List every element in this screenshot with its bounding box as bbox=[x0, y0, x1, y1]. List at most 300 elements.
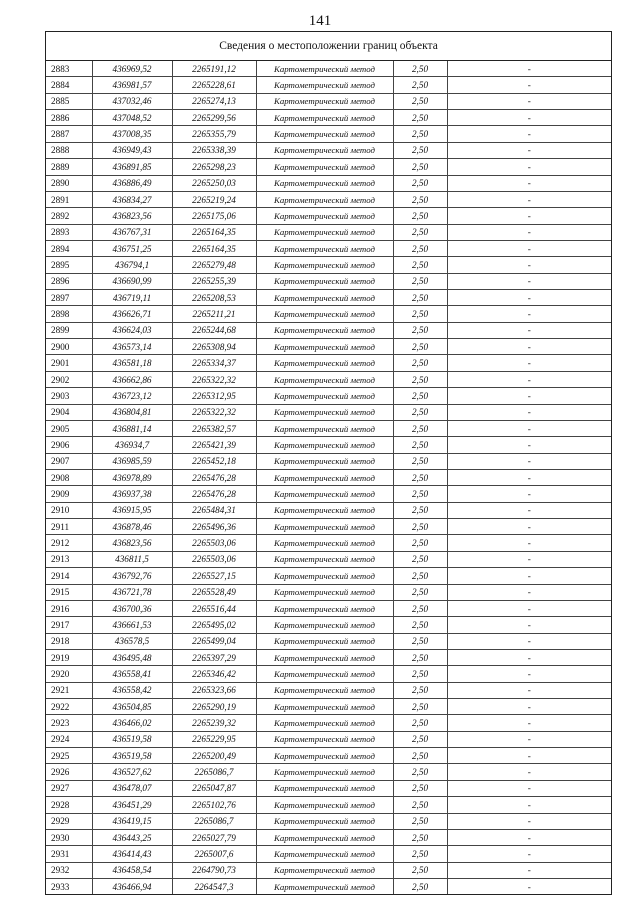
coord-x-cell: 436886,49 bbox=[92, 175, 172, 191]
method-cell: Картометрический метод bbox=[256, 371, 393, 387]
note-cell: - bbox=[447, 469, 611, 485]
page-number: 141 bbox=[308, 13, 332, 29]
note-cell: - bbox=[447, 159, 611, 175]
method-cell: Картометрический метод bbox=[256, 813, 393, 829]
table-row bbox=[46, 93, 611, 109]
method-cell: Картометрический метод bbox=[256, 535, 393, 551]
point-number-cell: 2929 bbox=[46, 813, 92, 829]
note-cell: - bbox=[447, 420, 611, 436]
coord-x-cell: 436792,76 bbox=[92, 568, 172, 584]
coord-x-cell: 436458,54 bbox=[92, 862, 172, 878]
coord-y-cell: 2265102,76 bbox=[172, 797, 256, 813]
table-row bbox=[46, 846, 611, 862]
note-cell: - bbox=[447, 77, 611, 93]
table-row bbox=[46, 731, 611, 747]
table-row bbox=[46, 780, 611, 796]
coord-x-cell: 436700,36 bbox=[92, 600, 172, 616]
coord-x-cell: 436794,1 bbox=[92, 257, 172, 273]
coord-y-cell: 2265164,35 bbox=[172, 240, 256, 256]
table-row bbox=[46, 339, 611, 355]
note-cell: - bbox=[447, 748, 611, 764]
table-row bbox=[46, 862, 611, 878]
coord-x-cell: 436519,58 bbox=[92, 748, 172, 764]
note-cell: - bbox=[447, 371, 611, 387]
accuracy-cell: 2,50 bbox=[393, 77, 447, 93]
accuracy-cell: 2,50 bbox=[393, 469, 447, 485]
coord-x-cell: 436624,03 bbox=[92, 322, 172, 338]
table-row bbox=[46, 404, 611, 420]
method-cell: Картометрический метод bbox=[256, 159, 393, 175]
accuracy-cell: 2,50 bbox=[393, 339, 447, 355]
coord-x-cell: 436690,99 bbox=[92, 273, 172, 289]
note-cell: - bbox=[447, 764, 611, 780]
point-number-cell: 2900 bbox=[46, 339, 92, 355]
point-number-cell: 2892 bbox=[46, 208, 92, 224]
table-row bbox=[46, 551, 611, 567]
coord-y-cell: 2265027,79 bbox=[172, 829, 256, 845]
coord-y-cell: 2265308,94 bbox=[172, 339, 256, 355]
coord-y-cell: 2265397,29 bbox=[172, 649, 256, 665]
table-row bbox=[46, 682, 611, 698]
method-cell: Картометрический метод bbox=[256, 764, 393, 780]
accuracy-cell: 2,50 bbox=[393, 273, 447, 289]
table-row bbox=[46, 829, 611, 845]
point-number-cell: 2893 bbox=[46, 224, 92, 240]
method-cell: Картометрический метод bbox=[256, 208, 393, 224]
coord-x-cell: 436466,02 bbox=[92, 715, 172, 731]
accuracy-cell: 2,50 bbox=[393, 159, 447, 175]
point-number-cell: 2883 bbox=[46, 61, 92, 77]
coord-x-cell: 436723,12 bbox=[92, 388, 172, 404]
method-cell: Картометрический метод bbox=[256, 404, 393, 420]
coord-y-cell: 2265164,35 bbox=[172, 224, 256, 240]
accuracy-cell: 2,50 bbox=[393, 748, 447, 764]
coord-x-cell: 436981,57 bbox=[92, 77, 172, 93]
accuracy-cell: 2,50 bbox=[393, 699, 447, 715]
note-cell: - bbox=[447, 829, 611, 845]
note-cell: - bbox=[447, 453, 611, 469]
coordinates-table bbox=[46, 61, 611, 894]
method-cell: Картометрический метод bbox=[256, 77, 393, 93]
accuracy-cell: 2,50 bbox=[393, 568, 447, 584]
method-cell: Картометрический метод bbox=[256, 175, 393, 191]
note-cell: - bbox=[447, 502, 611, 518]
note-cell: - bbox=[447, 617, 611, 633]
coord-x-cell: 436949,43 bbox=[92, 142, 172, 158]
note-cell: - bbox=[447, 699, 611, 715]
note-cell: - bbox=[447, 437, 611, 453]
note-cell: - bbox=[447, 731, 611, 747]
point-number-cell: 2932 bbox=[46, 862, 92, 878]
coord-y-cell: 2265382,57 bbox=[172, 420, 256, 436]
accuracy-cell: 2,50 bbox=[393, 878, 447, 894]
coord-x-cell: 436478,07 bbox=[92, 780, 172, 796]
note-cell: - bbox=[447, 110, 611, 126]
point-number-cell: 2898 bbox=[46, 306, 92, 322]
point-number-cell: 2899 bbox=[46, 322, 92, 338]
note-cell: - bbox=[447, 568, 611, 584]
table-row bbox=[46, 290, 611, 306]
coord-x-cell: 436578,5 bbox=[92, 633, 172, 649]
method-cell: Картометрический метод bbox=[256, 126, 393, 142]
coord-y-cell: 2265355,79 bbox=[172, 126, 256, 142]
coord-x-cell: 436443,25 bbox=[92, 829, 172, 845]
coord-x-cell: 436527,62 bbox=[92, 764, 172, 780]
coord-y-cell: 2265421,39 bbox=[172, 437, 256, 453]
method-cell: Картометрический метод bbox=[256, 469, 393, 485]
accuracy-cell: 2,50 bbox=[393, 551, 447, 567]
coord-x-cell: 436661,53 bbox=[92, 617, 172, 633]
coord-y-cell: 2265244,68 bbox=[172, 322, 256, 338]
accuracy-cell: 2,50 bbox=[393, 715, 447, 731]
point-number-cell: 2888 bbox=[46, 142, 92, 158]
accuracy-cell: 2,50 bbox=[393, 731, 447, 747]
coord-x-cell: 436414,43 bbox=[92, 846, 172, 862]
note-cell: - bbox=[447, 535, 611, 551]
accuracy-cell: 2,50 bbox=[393, 600, 447, 616]
method-cell: Картометрический метод bbox=[256, 224, 393, 240]
method-cell: Картометрический метод bbox=[256, 551, 393, 567]
table-row bbox=[46, 878, 611, 894]
coord-x-cell: 436558,42 bbox=[92, 682, 172, 698]
method-cell: Картометрический метод bbox=[256, 290, 393, 306]
coord-y-cell: 2264790,73 bbox=[172, 862, 256, 878]
accuracy-cell: 2,50 bbox=[393, 486, 447, 502]
point-number-cell: 2907 bbox=[46, 453, 92, 469]
coord-x-cell: 437008,35 bbox=[92, 126, 172, 142]
accuracy-cell: 2,50 bbox=[393, 322, 447, 338]
point-number-cell: 2920 bbox=[46, 666, 92, 682]
accuracy-cell: 2,50 bbox=[393, 846, 447, 862]
coord-x-cell: 436719,11 bbox=[92, 290, 172, 306]
method-cell: Картометрический метод bbox=[256, 93, 393, 109]
accuracy-cell: 2,50 bbox=[393, 862, 447, 878]
table-row bbox=[46, 584, 611, 600]
coord-x-cell: 436466,94 bbox=[92, 878, 172, 894]
coord-x-cell: 436811,5 bbox=[92, 551, 172, 567]
table-row bbox=[46, 77, 611, 93]
note-cell: - bbox=[447, 175, 611, 191]
coord-x-cell: 436573,14 bbox=[92, 339, 172, 355]
table-row bbox=[46, 61, 611, 77]
coord-y-cell: 2265496,36 bbox=[172, 519, 256, 535]
accuracy-cell: 2,50 bbox=[393, 649, 447, 665]
note-cell: - bbox=[447, 862, 611, 878]
point-number-cell: 2903 bbox=[46, 388, 92, 404]
coord-y-cell: 2265527,15 bbox=[172, 568, 256, 584]
method-cell: Картометрический метод bbox=[256, 568, 393, 584]
table-row bbox=[46, 699, 611, 715]
method-cell: Картометрический метод bbox=[256, 110, 393, 126]
coord-x-cell: 436504,85 bbox=[92, 699, 172, 715]
coord-x-cell: 436626,71 bbox=[92, 306, 172, 322]
method-cell: Картометрический метод bbox=[256, 797, 393, 813]
coord-y-cell: 2265499,04 bbox=[172, 633, 256, 649]
coord-x-cell: 436934,7 bbox=[92, 437, 172, 453]
coord-y-cell: 2265086,7 bbox=[172, 764, 256, 780]
coord-x-cell: 436451,29 bbox=[92, 797, 172, 813]
table-row bbox=[46, 110, 611, 126]
note-cell: - bbox=[447, 273, 611, 289]
coord-y-cell: 2265175,06 bbox=[172, 208, 256, 224]
method-cell: Картометрический метод bbox=[256, 846, 393, 862]
method-cell: Картометрический метод bbox=[256, 437, 393, 453]
coord-y-cell: 2265208,53 bbox=[172, 290, 256, 306]
coord-y-cell: 2265250,03 bbox=[172, 175, 256, 191]
point-number-cell: 2927 bbox=[46, 780, 92, 796]
note-cell: - bbox=[447, 797, 611, 813]
table-row bbox=[46, 568, 611, 584]
coord-x-cell: 436804,81 bbox=[92, 404, 172, 420]
method-cell: Картометрический метод bbox=[256, 306, 393, 322]
method-cell: Картометрический метод bbox=[256, 519, 393, 535]
coord-y-cell: 2265047,87 bbox=[172, 780, 256, 796]
method-cell: Картометрический метод bbox=[256, 584, 393, 600]
coord-y-cell: 2265211,21 bbox=[172, 306, 256, 322]
note-cell: - bbox=[447, 208, 611, 224]
coord-x-cell: 437048,52 bbox=[92, 110, 172, 126]
method-cell: Картометрический метод bbox=[256, 649, 393, 665]
method-cell: Картометрический метод bbox=[256, 715, 393, 731]
method-cell: Картометрический метод bbox=[256, 878, 393, 894]
coord-y-cell: 2265229,95 bbox=[172, 731, 256, 747]
accuracy-cell: 2,50 bbox=[393, 290, 447, 306]
coord-x-cell: 436978,89 bbox=[92, 469, 172, 485]
note-cell: - bbox=[447, 322, 611, 338]
accuracy-cell: 2,50 bbox=[393, 240, 447, 256]
coord-y-cell: 2265255,39 bbox=[172, 273, 256, 289]
point-number-cell: 2921 bbox=[46, 682, 92, 698]
point-number-cell: 2896 bbox=[46, 273, 92, 289]
note-cell: - bbox=[447, 142, 611, 158]
method-cell: Картометрический метод bbox=[256, 191, 393, 207]
point-number-cell: 2904 bbox=[46, 404, 92, 420]
coord-x-cell: 436519,58 bbox=[92, 731, 172, 747]
table-row bbox=[46, 420, 611, 436]
point-number-cell: 2922 bbox=[46, 699, 92, 715]
accuracy-cell: 2,50 bbox=[393, 208, 447, 224]
point-number-cell: 2919 bbox=[46, 649, 92, 665]
accuracy-cell: 2,50 bbox=[393, 93, 447, 109]
coord-y-cell: 2265239,32 bbox=[172, 715, 256, 731]
coord-x-cell: 436881,14 bbox=[92, 420, 172, 436]
table-row bbox=[46, 224, 611, 240]
table-row bbox=[46, 208, 611, 224]
coord-y-cell: 2265503,06 bbox=[172, 551, 256, 567]
point-number-cell: 2895 bbox=[46, 257, 92, 273]
point-number-cell: 2913 bbox=[46, 551, 92, 567]
accuracy-cell: 2,50 bbox=[393, 633, 447, 649]
coord-y-cell: 2265191,12 bbox=[172, 61, 256, 77]
coord-y-cell: 2265503,06 bbox=[172, 535, 256, 551]
coord-x-cell: 436878,46 bbox=[92, 519, 172, 535]
note-cell: - bbox=[447, 339, 611, 355]
note-cell: - bbox=[447, 240, 611, 256]
note-cell: - bbox=[447, 846, 611, 862]
coord-x-cell: 436419,15 bbox=[92, 813, 172, 829]
table-row bbox=[46, 748, 611, 764]
note-cell: - bbox=[447, 191, 611, 207]
coord-x-cell: 436662,86 bbox=[92, 371, 172, 387]
note-cell: - bbox=[447, 486, 611, 502]
point-number-cell: 2925 bbox=[46, 748, 92, 764]
point-number-cell: 2911 bbox=[46, 519, 92, 535]
method-cell: Картометрический метод bbox=[256, 633, 393, 649]
method-cell: Картометрический метод bbox=[256, 502, 393, 518]
point-number-cell: 2916 bbox=[46, 600, 92, 616]
coord-x-cell: 436767,31 bbox=[92, 224, 172, 240]
table-row bbox=[46, 519, 611, 535]
note-cell: - bbox=[447, 600, 611, 616]
point-number-cell: 2908 bbox=[46, 469, 92, 485]
coord-y-cell: 2265528,49 bbox=[172, 584, 256, 600]
coord-y-cell: 2265323,66 bbox=[172, 682, 256, 698]
point-number-cell: 2918 bbox=[46, 633, 92, 649]
point-number-cell: 2914 bbox=[46, 568, 92, 584]
method-cell: Картометрический метод bbox=[256, 617, 393, 633]
method-cell: Картометрический метод bbox=[256, 240, 393, 256]
point-number-cell: 2910 bbox=[46, 502, 92, 518]
accuracy-cell: 2,50 bbox=[393, 306, 447, 322]
point-number-cell: 2885 bbox=[46, 93, 92, 109]
table-row bbox=[46, 142, 611, 158]
coord-y-cell: 2265346,42 bbox=[172, 666, 256, 682]
method-cell: Картометрический метод bbox=[256, 486, 393, 502]
table-row bbox=[46, 371, 611, 387]
table-row bbox=[46, 797, 611, 813]
point-number-cell: 2905 bbox=[46, 420, 92, 436]
table-row bbox=[46, 486, 611, 502]
coord-y-cell: 2265298,23 bbox=[172, 159, 256, 175]
coord-y-cell: 2265007,6 bbox=[172, 846, 256, 862]
coord-y-cell: 2265338,39 bbox=[172, 142, 256, 158]
method-cell: Картометрический метод bbox=[256, 829, 393, 845]
note-cell: - bbox=[447, 306, 611, 322]
method-cell: Картометрический метод bbox=[256, 862, 393, 878]
coord-x-cell: 436751,25 bbox=[92, 240, 172, 256]
accuracy-cell: 2,50 bbox=[393, 110, 447, 126]
method-cell: Картометрический метод bbox=[256, 748, 393, 764]
method-cell: Картометрический метод bbox=[256, 322, 393, 338]
coord-x-cell: 436558,41 bbox=[92, 666, 172, 682]
table-row bbox=[46, 437, 611, 453]
accuracy-cell: 2,50 bbox=[393, 682, 447, 698]
table-row bbox=[46, 469, 611, 485]
note-cell: - bbox=[447, 633, 611, 649]
table-title: Сведения о местоположении границ объекта bbox=[46, 32, 611, 61]
accuracy-cell: 2,50 bbox=[393, 404, 447, 420]
accuracy-cell: 2,50 bbox=[393, 780, 447, 796]
point-number-cell: 2889 bbox=[46, 159, 92, 175]
table-row bbox=[46, 764, 611, 780]
table-row bbox=[46, 240, 611, 256]
point-number-cell: 2901 bbox=[46, 355, 92, 371]
accuracy-cell: 2,50 bbox=[393, 224, 447, 240]
point-number-cell: 2933 bbox=[46, 878, 92, 894]
coord-x-cell: 436834,27 bbox=[92, 191, 172, 207]
point-number-cell: 2931 bbox=[46, 846, 92, 862]
table-row bbox=[46, 159, 611, 175]
coord-y-cell: 2265476,28 bbox=[172, 469, 256, 485]
note-cell: - bbox=[447, 682, 611, 698]
coord-x-cell: 436495,48 bbox=[92, 649, 172, 665]
accuracy-cell: 2,50 bbox=[393, 519, 447, 535]
point-number-cell: 2912 bbox=[46, 535, 92, 551]
table-row bbox=[46, 175, 611, 191]
accuracy-cell: 2,50 bbox=[393, 142, 447, 158]
coord-y-cell: 2265299,56 bbox=[172, 110, 256, 126]
table-row bbox=[46, 535, 611, 551]
coord-y-cell: 2264547,3 bbox=[172, 878, 256, 894]
accuracy-cell: 2,50 bbox=[393, 797, 447, 813]
point-number-cell: 2930 bbox=[46, 829, 92, 845]
method-cell: Картометрический метод bbox=[256, 699, 393, 715]
note-cell: - bbox=[447, 813, 611, 829]
note-cell: - bbox=[447, 519, 611, 535]
coord-x-cell: 436985,59 bbox=[92, 453, 172, 469]
method-cell: Картометрический метод bbox=[256, 682, 393, 698]
method-cell: Картометрический метод bbox=[256, 780, 393, 796]
coord-x-cell: 436915,95 bbox=[92, 502, 172, 518]
note-cell: - bbox=[447, 780, 611, 796]
point-number-cell: 2926 bbox=[46, 764, 92, 780]
point-number-cell: 2890 bbox=[46, 175, 92, 191]
point-number-cell: 2886 bbox=[46, 110, 92, 126]
point-number-cell: 2887 bbox=[46, 126, 92, 142]
point-number-cell: 2928 bbox=[46, 797, 92, 813]
coord-y-cell: 2265279,48 bbox=[172, 257, 256, 273]
coordinates-table-body bbox=[46, 61, 611, 894]
table-row bbox=[46, 191, 611, 207]
note-cell: - bbox=[447, 715, 611, 731]
note-cell: - bbox=[447, 224, 611, 240]
accuracy-cell: 2,50 bbox=[393, 257, 447, 273]
coord-y-cell: 2265484,31 bbox=[172, 502, 256, 518]
coord-x-cell: 436823,56 bbox=[92, 208, 172, 224]
point-number-cell: 2897 bbox=[46, 290, 92, 306]
accuracy-cell: 2,50 bbox=[393, 126, 447, 142]
point-number-cell: 2884 bbox=[46, 77, 92, 93]
method-cell: Картометрический метод bbox=[256, 61, 393, 77]
note-cell: - bbox=[447, 584, 611, 600]
table-row bbox=[46, 600, 611, 616]
method-cell: Картометрический метод bbox=[256, 257, 393, 273]
note-cell: - bbox=[447, 93, 611, 109]
table-row bbox=[46, 649, 611, 665]
note-cell: - bbox=[447, 404, 611, 420]
point-number-cell: 2923 bbox=[46, 715, 92, 731]
accuracy-cell: 2,50 bbox=[393, 584, 447, 600]
point-number-cell: 2906 bbox=[46, 437, 92, 453]
coord-y-cell: 2265312,95 bbox=[172, 388, 256, 404]
note-cell: - bbox=[447, 355, 611, 371]
coord-y-cell: 2265086,7 bbox=[172, 813, 256, 829]
accuracy-cell: 2,50 bbox=[393, 764, 447, 780]
method-cell: Картометрический метод bbox=[256, 273, 393, 289]
note-cell: - bbox=[447, 666, 611, 682]
table-row bbox=[46, 813, 611, 829]
accuracy-cell: 2,50 bbox=[393, 175, 447, 191]
coord-y-cell: 2265322,32 bbox=[172, 404, 256, 420]
accuracy-cell: 2,50 bbox=[393, 437, 447, 453]
accuracy-cell: 2,50 bbox=[393, 388, 447, 404]
note-cell: - bbox=[447, 290, 611, 306]
point-number-cell: 2917 bbox=[46, 617, 92, 633]
coord-x-cell: 436969,52 bbox=[92, 61, 172, 77]
accuracy-cell: 2,50 bbox=[393, 453, 447, 469]
coord-x-cell: 436937,38 bbox=[92, 486, 172, 502]
point-number-cell: 2915 bbox=[46, 584, 92, 600]
